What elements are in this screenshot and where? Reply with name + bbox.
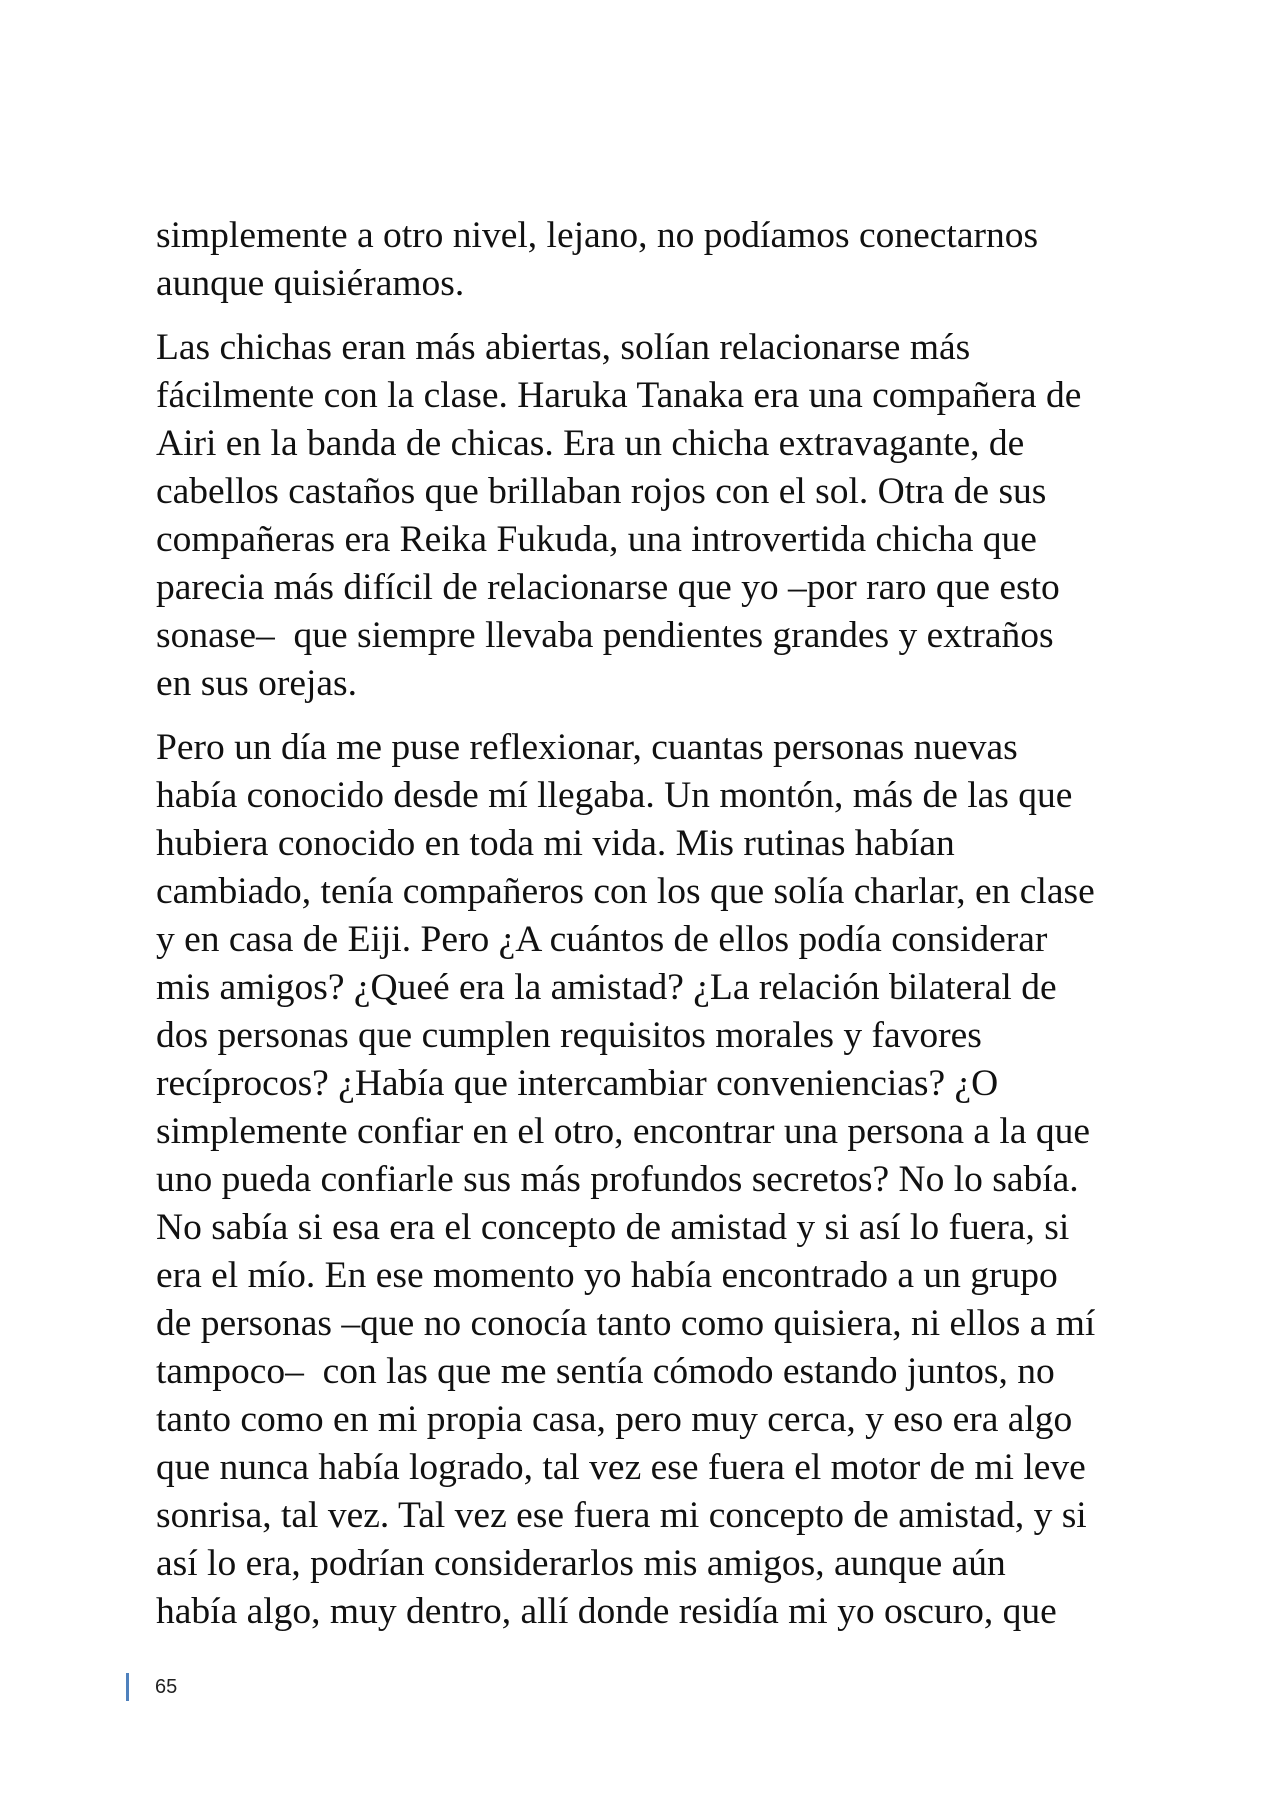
text-line: había conocido desde mí llegaba. Un montón, más de las que	[156, 775, 1073, 816]
paragraph-2	[156, 324, 1126, 708]
text-line: aunque quisiéramos.	[156, 263, 465, 304]
footer-divider	[126, 1673, 129, 1701]
text-line: uno pueda confiarle sus más profundos secretos? No lo sabía.	[156, 1159, 1079, 1200]
body-text	[156, 212, 1126, 1652]
text-line: y en casa de Eiji. Pero ¿A cuántos de ellos podía considerar	[156, 919, 1048, 960]
text-line: No sabía si esa era el concepto de amistad y si así lo fuera, si	[156, 1207, 1070, 1248]
text-line: sonrisa, tal vez. Tal vez ese fuera mi concepto de amistad, y si	[156, 1495, 1087, 1536]
text-line: Airi en la banda de chicas. Era un chicha extravagante, de	[156, 423, 1025, 464]
text-line: así lo era, podrían considerarlos mis amigos, aunque aún	[156, 1543, 1006, 1584]
text-line: fácilmente con la clase. Haruka Tanaka era una compañera de	[156, 375, 1082, 416]
paragraph-1	[156, 212, 1126, 308]
text-line: Las chichas eran más abiertas, solían relacionarse más	[156, 327, 971, 368]
text-line: había algo, muy dentro, allí donde residía mi yo oscuro, que	[156, 1591, 1057, 1632]
page-number: 65	[155, 1675, 178, 1698]
text-line: tanto como en mi propia casa, pero muy cerca, y eso era algo	[156, 1399, 1073, 1440]
paragraph-3	[156, 724, 1126, 1636]
text-line: cambiado, tenía compañeros con los que solía charlar, en clase	[156, 871, 1095, 912]
text-line: cabellos castaños que brillaban rojos con el sol. Otra de sus	[156, 471, 1047, 512]
text-line: mis amigos? ¿Queé era la amistad? ¿La relación bilateral de	[156, 967, 1057, 1008]
text-line: de personas –que no conocía tanto como quisiera, ni ellos a mí	[156, 1303, 1096, 1344]
text-line: dos personas que cumplen requisitos morales y favores	[156, 1015, 982, 1056]
text-line: parecia más difícil de relacionarse que yo –por raro que esto	[156, 567, 1060, 608]
text-line: compañeras era Reika Fukuda, una introvertida chicha que	[156, 519, 1037, 560]
text-line: simplemente confiar en el otro, encontrar una persona a la que	[156, 1111, 1090, 1152]
page-footer	[126, 1672, 177, 1702]
text-line: simplemente a otro nivel, lejano, no podíamos conectarnos	[156, 215, 1039, 256]
text-line: era el mío. En ese momento yo había encontrado a un grupo	[156, 1255, 1058, 1296]
text-line: sonase– que siempre llevaba pendientes grandes y extraños	[156, 615, 1054, 656]
text-line: en sus orejas.	[156, 663, 357, 704]
text-line: recíprocos? ¿Había que intercambiar conveniencias? ¿O	[156, 1063, 999, 1104]
text-line: tampoco– con las que me sentía cómodo estando juntos, no	[156, 1351, 1055, 1392]
text-line: que nunca había logrado, tal vez ese fuera el motor de mi leve	[156, 1447, 1086, 1488]
text-line: Pero un día me puse reflexionar, cuantas personas nuevas	[156, 727, 1018, 768]
text-line: hubiera conocido en toda mi vida. Mis rutinas habían	[156, 823, 955, 864]
